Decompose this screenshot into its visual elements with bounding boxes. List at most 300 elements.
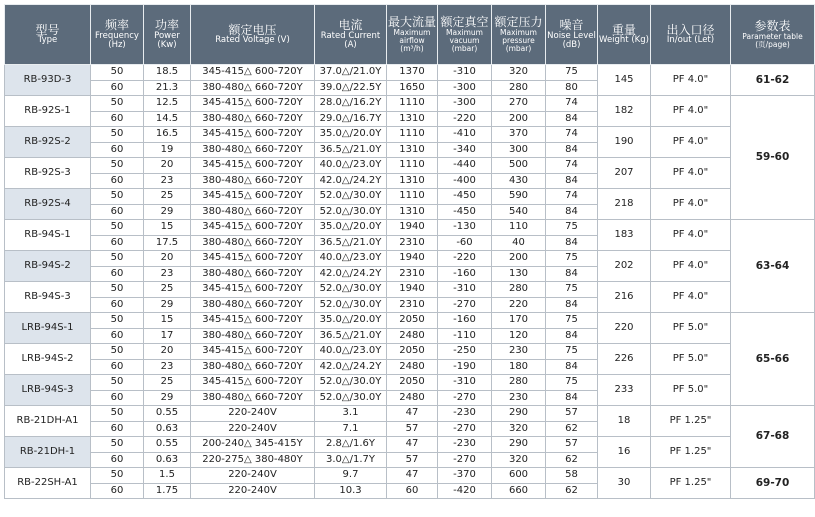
cell-c: 3.0△/1.7Y — [315, 452, 387, 468]
model-cell: LRB-94S-2 — [5, 344, 91, 375]
cell-n: 62 — [546, 452, 598, 468]
cell-pr: 200 — [492, 111, 546, 127]
cell-c: 40.0△/23.0Y — [315, 158, 387, 174]
table-row — [5, 127, 815, 143]
inout-cell: PF 4.0" — [651, 127, 731, 158]
weight-cell: 202 — [598, 251, 651, 282]
cell-c: 36.5△/21.0Y — [315, 142, 387, 158]
cell-n: 57 — [546, 406, 598, 422]
cell-pr: 120 — [492, 328, 546, 344]
cell-f: 50 — [91, 468, 144, 484]
table-row — [5, 251, 815, 267]
cell-c: 40.0△/23.0Y — [315, 251, 387, 267]
cell-v: 345-415△ 600-720Y — [191, 65, 315, 81]
header-label-en: Maximum pressure (mbar) — [500, 27, 537, 53]
cell-f: 50 — [91, 437, 144, 453]
cell-v: 345-415△ 600-720Y — [191, 189, 315, 205]
cell-f: 50 — [91, 344, 144, 360]
column-header — [5, 5, 91, 65]
column-header — [91, 5, 144, 65]
cell-vac: -410 — [438, 127, 492, 143]
column-header — [598, 5, 651, 65]
cell-c: 52.0△/30.0Y — [315, 282, 387, 298]
cell-vac: -270 — [438, 421, 492, 437]
cell-n: 84 — [546, 111, 598, 127]
cell-n: 84 — [546, 204, 598, 220]
cell-vac: -310 — [438, 65, 492, 81]
cell-a: 1940 — [387, 251, 438, 267]
column-header — [387, 5, 438, 65]
cell-n: 62 — [546, 421, 598, 437]
cell-a: 1650 — [387, 80, 438, 96]
cell-vac: -270 — [438, 452, 492, 468]
cell-f: 50 — [91, 158, 144, 174]
cell-n: 75 — [546, 220, 598, 236]
column-header — [191, 5, 315, 65]
cell-a: 47 — [387, 437, 438, 453]
cell-vac: -190 — [438, 359, 492, 375]
cell-c: 10.3 — [315, 483, 387, 499]
inout-cell: PF 4.0" — [651, 189, 731, 220]
cell-vac: -130 — [438, 220, 492, 236]
cell-vac: -300 — [438, 80, 492, 96]
cell-p: 0.63 — [144, 452, 191, 468]
cell-p: 0.63 — [144, 421, 191, 437]
cell-pr: 300 — [492, 142, 546, 158]
cell-p: 1.75 — [144, 483, 191, 499]
inout-cell: PF 4.0" — [651, 251, 731, 282]
cell-p: 20 — [144, 344, 191, 360]
column-header — [731, 5, 815, 65]
cell-pr: 320 — [492, 65, 546, 81]
cell-f: 60 — [91, 204, 144, 220]
cell-vac: -420 — [438, 483, 492, 499]
cell-vac: -370 — [438, 468, 492, 484]
table-body — [5, 65, 815, 499]
cell-f: 60 — [91, 390, 144, 406]
cell-p: 29 — [144, 204, 191, 220]
cell-v: 220-240V — [191, 421, 315, 437]
cell-f: 60 — [91, 80, 144, 96]
cell-f: 60 — [91, 266, 144, 282]
cell-v: 345-415△ 600-720Y — [191, 344, 315, 360]
cell-v: 200-240△ 345-415Y — [191, 437, 315, 453]
cell-n: 75 — [546, 65, 598, 81]
cell-v: 345-415△ 600-720Y — [191, 127, 315, 143]
cell-c: 36.5△/21.0Y — [315, 328, 387, 344]
cell-c: 52.0△/30.0Y — [315, 390, 387, 406]
header-label-cn: 额定电压 — [228, 22, 277, 37]
table-row — [5, 96, 815, 112]
column-header — [438, 5, 492, 65]
page-cell: 69-70 — [731, 468, 815, 499]
cell-v: 380-480△ 660-720Y — [191, 359, 315, 375]
cell-a: 1940 — [387, 282, 438, 298]
header-label-en: Type — [37, 35, 58, 46]
cell-n: 84 — [546, 142, 598, 158]
cell-c: 42.0△/24.2Y — [315, 266, 387, 282]
cell-v: 380-480△ 660-720Y — [191, 235, 315, 251]
cell-v: 380-480△ 660-720Y — [191, 390, 315, 406]
weight-cell: 183 — [598, 220, 651, 251]
cell-v: 220-240V — [191, 483, 315, 499]
cell-p: 20 — [144, 158, 191, 174]
cell-v: 345-415△ 600-720Y — [191, 313, 315, 329]
cell-a: 1310 — [387, 111, 438, 127]
model-cell: RB-94S-1 — [5, 220, 91, 251]
table-row — [5, 468, 815, 484]
cell-pr: 660 — [492, 483, 546, 499]
inout-cell: PF 1.25" — [651, 406, 731, 437]
cell-f: 50 — [91, 220, 144, 236]
weight-cell: 145 — [598, 65, 651, 96]
header-label-cn: 电流 — [338, 18, 363, 33]
cell-v: 345-415△ 600-720Y — [191, 251, 315, 267]
cell-c: 29.0△/16.7Y — [315, 111, 387, 127]
header-label-en: Noise Level (dB) — [547, 30, 596, 50]
cell-pr: 320 — [492, 421, 546, 437]
cell-pr: 220 — [492, 297, 546, 313]
cell-f: 60 — [91, 359, 144, 375]
table-row — [5, 437, 815, 453]
cell-pr: 280 — [492, 80, 546, 96]
cell-a: 2310 — [387, 297, 438, 313]
cell-c: 28.0△/16.2Y — [315, 96, 387, 112]
cell-pr: 430 — [492, 173, 546, 189]
header-label-en: Weight (Kg) — [599, 35, 649, 46]
inout-cell: PF 5.0" — [651, 375, 731, 406]
cell-a: 1110 — [387, 189, 438, 205]
cell-f: 50 — [91, 251, 144, 267]
cell-n: 75 — [546, 313, 598, 329]
inout-cell: PF 4.0" — [651, 282, 731, 313]
cell-p: 25 — [144, 189, 191, 205]
cell-vac: -400 — [438, 173, 492, 189]
cell-pr: 280 — [492, 282, 546, 298]
cell-v: 345-415△ 600-720Y — [191, 375, 315, 391]
model-cell: LRB-94S-3 — [5, 375, 91, 406]
header-row — [5, 5, 815, 65]
cell-v: 380-480△ 660-720Y — [191, 297, 315, 313]
cell-c: 36.5△/21.0Y — [315, 235, 387, 251]
cell-vac: -160 — [438, 313, 492, 329]
cell-v: 380-480△ 660-720Y — [191, 204, 315, 220]
header-label-en: Rated Voltage (V) — [215, 35, 290, 46]
cell-f: 60 — [91, 421, 144, 437]
model-cell: RB-92S-4 — [5, 189, 91, 220]
cell-vac: -310 — [438, 375, 492, 391]
inout-cell: PF 5.0" — [651, 344, 731, 375]
cell-a: 2050 — [387, 375, 438, 391]
cell-v: 345-415△ 600-720Y — [191, 220, 315, 236]
cell-f: 60 — [91, 235, 144, 251]
column-header — [315, 5, 387, 65]
cell-pr: 110 — [492, 220, 546, 236]
page-cell: 67-68 — [731, 406, 815, 468]
cell-v: 220-240V — [191, 468, 315, 484]
cell-p: 23 — [144, 359, 191, 375]
weight-cell: 16 — [598, 437, 651, 468]
table-row — [5, 375, 815, 391]
weight-cell: 18 — [598, 406, 651, 437]
cell-p: 16.5 — [144, 127, 191, 143]
cell-c: 42.0△/24.2Y — [315, 173, 387, 189]
cell-n: 84 — [546, 297, 598, 313]
cell-f: 50 — [91, 282, 144, 298]
cell-c: 52.0△/30.0Y — [315, 204, 387, 220]
cell-v: 380-480△ 660-720Y — [191, 173, 315, 189]
table-row — [5, 65, 815, 81]
cell-v: 220-240V — [191, 406, 315, 422]
header-label-cn: 重量 — [611, 22, 636, 37]
cell-p: 29 — [144, 390, 191, 406]
cell-n: 57 — [546, 437, 598, 453]
cell-a: 1110 — [387, 96, 438, 112]
cell-a: 2050 — [387, 313, 438, 329]
inout-cell: PF 4.0" — [651, 158, 731, 189]
table-row — [5, 220, 815, 236]
cell-pr: 180 — [492, 359, 546, 375]
table-row — [5, 344, 815, 360]
column-header — [144, 5, 191, 65]
table-row — [5, 189, 815, 205]
cell-p: 23 — [144, 266, 191, 282]
cell-n: 74 — [546, 158, 598, 174]
cell-v: 380-480△ 660-720Y — [191, 80, 315, 96]
header-label-en: Frequency (Hz) — [95, 30, 139, 50]
page-cell: 63-64 — [731, 220, 815, 313]
cell-pr: 500 — [492, 158, 546, 174]
cell-c: 39.0△/22.5Y — [315, 80, 387, 96]
cell-vac: -230 — [438, 437, 492, 453]
cell-c: 35.0△/20.0Y — [315, 220, 387, 236]
cell-f: 60 — [91, 297, 144, 313]
cell-vac: -220 — [438, 251, 492, 267]
cell-pr: 600 — [492, 468, 546, 484]
header-label-cn: 参数表 — [754, 19, 791, 34]
model-cell: RB-92S-1 — [5, 96, 91, 127]
model-cell: RB-21DH-A1 — [5, 406, 91, 437]
cell-a: 60 — [387, 483, 438, 499]
header-label-en: In/out (Let) — [666, 35, 715, 46]
cell-pr: 590 — [492, 189, 546, 205]
weight-cell: 233 — [598, 375, 651, 406]
header-label-cn: 噪音 — [559, 18, 584, 33]
inout-cell: PF 4.0" — [651, 96, 731, 127]
cell-p: 19 — [144, 142, 191, 158]
cell-vac: -110 — [438, 328, 492, 344]
cell-vac: -300 — [438, 96, 492, 112]
cell-vac: -60 — [438, 235, 492, 251]
cell-p: 1.5 — [144, 468, 191, 484]
cell-c: 3.1 — [315, 406, 387, 422]
cell-a: 2050 — [387, 344, 438, 360]
model-cell: RB-92S-3 — [5, 158, 91, 189]
cell-n: 74 — [546, 96, 598, 112]
cell-vac: -450 — [438, 189, 492, 205]
cell-c: 9.7 — [315, 468, 387, 484]
cell-n: 84 — [546, 390, 598, 406]
inout-cell: PF 1.25" — [651, 468, 731, 499]
inout-cell: PF 5.0" — [651, 313, 731, 344]
cell-p: 21.3 — [144, 80, 191, 96]
cell-p: 14.5 — [144, 111, 191, 127]
table-row — [5, 158, 815, 174]
cell-a: 1310 — [387, 173, 438, 189]
cell-pr: 270 — [492, 96, 546, 112]
header-label-en: Power (Kw) — [154, 30, 180, 50]
header-label-cn: 额定真空 — [440, 15, 489, 30]
cell-n: 74 — [546, 127, 598, 143]
cell-pr: 170 — [492, 313, 546, 329]
cell-a: 2310 — [387, 235, 438, 251]
weight-cell: 182 — [598, 96, 651, 127]
cell-a: 57 — [387, 452, 438, 468]
cell-v: 380-480△ 660-720Y — [191, 111, 315, 127]
cell-vac: -450 — [438, 204, 492, 220]
header-label-cn: 出入口径 — [666, 22, 715, 37]
cell-a: 1940 — [387, 220, 438, 236]
cell-n: 75 — [546, 375, 598, 391]
cell-p: 15 — [144, 313, 191, 329]
weight-cell: 218 — [598, 189, 651, 220]
inout-cell: PF 4.0" — [651, 65, 731, 96]
cell-n: 84 — [546, 266, 598, 282]
cell-vac: -250 — [438, 344, 492, 360]
cell-c: 37.0△/21.0Y — [315, 65, 387, 81]
cell-f: 50 — [91, 375, 144, 391]
cell-vac: -230 — [438, 406, 492, 422]
cell-f: 50 — [91, 406, 144, 422]
cell-c: 52.0△/30.0Y — [315, 189, 387, 205]
model-cell: RB-94S-3 — [5, 282, 91, 313]
cell-f: 50 — [91, 65, 144, 81]
cell-pr: 230 — [492, 344, 546, 360]
cell-p: 0.55 — [144, 437, 191, 453]
weight-cell: 30 — [598, 468, 651, 499]
table-row — [5, 406, 815, 422]
cell-n: 58 — [546, 468, 598, 484]
cell-p: 23 — [144, 173, 191, 189]
cell-v: 380-480△ 660-720Y — [191, 328, 315, 344]
cell-f: 60 — [91, 111, 144, 127]
cell-f: 60 — [91, 142, 144, 158]
cell-f: 50 — [91, 127, 144, 143]
table-row — [5, 282, 815, 298]
cell-pr: 290 — [492, 406, 546, 422]
cell-c: 35.0△/20.0Y — [315, 313, 387, 329]
cell-a: 1110 — [387, 127, 438, 143]
column-header — [651, 5, 731, 65]
cell-vac: -340 — [438, 142, 492, 158]
cell-pr: 200 — [492, 251, 546, 267]
cell-a: 2480 — [387, 359, 438, 375]
cell-a: 2310 — [387, 266, 438, 282]
cell-f: 60 — [91, 173, 144, 189]
weight-cell: 190 — [598, 127, 651, 158]
header-label-en: Rated Current (A) — [320, 30, 381, 50]
cell-vac: -270 — [438, 297, 492, 313]
header-label-en: Maximum airflow (m³/h) — [393, 27, 431, 53]
cell-c: 35.0△/20.0Y — [315, 127, 387, 143]
cell-n: 84 — [546, 235, 598, 251]
cell-pr: 230 — [492, 390, 546, 406]
cell-vac: -220 — [438, 111, 492, 127]
header-label-cn: 额定压力 — [494, 15, 543, 30]
cell-n: 80 — [546, 80, 598, 96]
cell-c: 7.1 — [315, 421, 387, 437]
cell-c: 52.0△/30.0Y — [315, 375, 387, 391]
header-label-en: Maximum vacuum (mbar) — [446, 27, 483, 53]
cell-pr: 320 — [492, 452, 546, 468]
cell-n: 75 — [546, 344, 598, 360]
model-cell: RB-92S-2 — [5, 127, 91, 158]
header-label-cn: 最大流量 — [387, 15, 436, 30]
cell-a: 47 — [387, 406, 438, 422]
cell-p: 0.55 — [144, 406, 191, 422]
cell-a: 47 — [387, 468, 438, 484]
weight-cell: 220 — [598, 313, 651, 344]
cell-pr: 130 — [492, 266, 546, 282]
cell-v: 220-275△ 380-480Y — [191, 452, 315, 468]
cell-vac: -160 — [438, 266, 492, 282]
cell-p: 12.5 — [144, 96, 191, 112]
model-cell: RB-21DH-1 — [5, 437, 91, 468]
cell-p: 18.5 — [144, 65, 191, 81]
cell-p: 25 — [144, 375, 191, 391]
cell-f: 60 — [91, 328, 144, 344]
cell-a: 2480 — [387, 390, 438, 406]
page-cell: 65-66 — [731, 313, 815, 406]
cell-a: 1310 — [387, 142, 438, 158]
cell-f: 50 — [91, 313, 144, 329]
cell-a: 1110 — [387, 158, 438, 174]
cell-v: 345-415△ 600-720Y — [191, 96, 315, 112]
cell-pr: 370 — [492, 127, 546, 143]
spec-table — [4, 4, 815, 499]
cell-n: 75 — [546, 282, 598, 298]
model-cell: RB-93D-3 — [5, 65, 91, 96]
page-cell: 59-60 — [731, 96, 815, 220]
cell-a: 1370 — [387, 65, 438, 81]
weight-cell: 216 — [598, 282, 651, 313]
cell-f: 60 — [91, 483, 144, 499]
cell-a: 1310 — [387, 204, 438, 220]
column-header — [546, 5, 598, 65]
cell-vac: -440 — [438, 158, 492, 174]
cell-v: 380-480△ 660-720Y — [191, 266, 315, 282]
cell-n: 62 — [546, 483, 598, 499]
cell-pr: 280 — [492, 375, 546, 391]
cell-a: 57 — [387, 421, 438, 437]
cell-c: 2.8△/1.6Y — [315, 437, 387, 453]
model-cell: LRB-94S-1 — [5, 313, 91, 344]
cell-f: 50 — [91, 189, 144, 205]
cell-v: 380-480△ 660-720Y — [191, 142, 315, 158]
cell-v: 345-415△ 600-720Y — [191, 158, 315, 174]
cell-p: 15 — [144, 220, 191, 236]
cell-p: 20 — [144, 251, 191, 267]
cell-a: 2480 — [387, 328, 438, 344]
inout-cell: PF 4.0" — [651, 220, 731, 251]
model-cell: RB-22SH-A1 — [5, 468, 91, 499]
cell-p: 17 — [144, 328, 191, 344]
table-row — [5, 313, 815, 329]
cell-f: 50 — [91, 96, 144, 112]
cell-n: 74 — [546, 189, 598, 205]
cell-pr: 40 — [492, 235, 546, 251]
cell-c: 52.0△/30.0Y — [315, 297, 387, 313]
